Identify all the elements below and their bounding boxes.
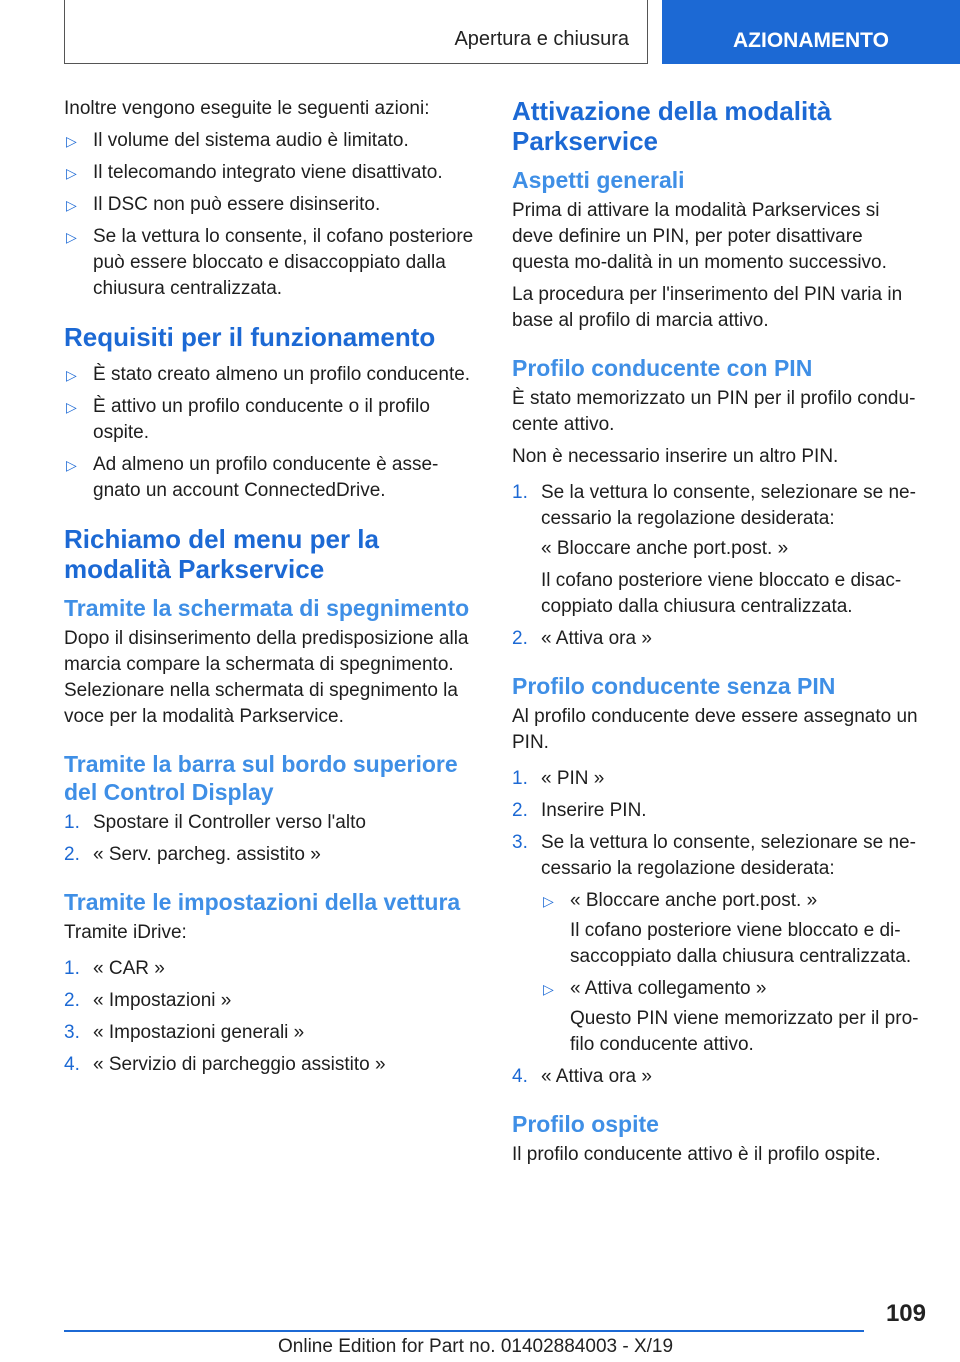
list-item: 2. « Impostazioni » [64, 990, 232, 1011]
nopin-sub-list [541, 888, 922, 1058]
nopin-heading: Profilo conducente senza PIN [512, 673, 836, 699]
header-chapter-tab: AZIONAMENTO [662, 0, 960, 64]
list-item: ▷ È stato creato almeno un profilo conducente. [64, 362, 479, 388]
list-item: ▷ Se la vettura lo consente, il cofano posteriore può essere bloccato e disaccoppiato dalla chiusura centralizzata. [64, 224, 479, 302]
activation-heading: Attivazione della modalità Parkservice [512, 96, 832, 156]
settings-intro: Tramite iDrive: [64, 922, 187, 943]
list-item: ▷ Il telecomando integrato viene disattivato. [64, 160, 479, 186]
list-item: ▷ Il volume del sistema audio è limitato. [64, 128, 479, 154]
list-item: 1. Spostare il Controller verso l'alto [64, 812, 366, 833]
guest-heading: Profilo ospite [512, 1111, 659, 1137]
settings-steps [64, 956, 479, 1078]
list-item: 2. « Serv. parcheg. assistito » [64, 844, 321, 865]
list-item: 3. « Impostazioni generali » [64, 1022, 305, 1043]
sub-option: « Bloccare anche port.post. » [541, 538, 789, 559]
pin-heading: Profilo conducente con PIN [512, 355, 813, 381]
sub-description: Questo PIN viene memorizzato per il pro‐filo conducente attivo. [570, 1008, 919, 1055]
list-item: 2. Inserire PIN. [512, 800, 647, 821]
list-item: ▷ Il DSC non può essere disinserito. [64, 192, 479, 218]
right-column [512, 96, 922, 1174]
list-item: ▷ « Bloccare anche port.post. » Il cofano posteriore viene bloccato e di‐saccoppiato dalla chiusura centralizzata. [541, 888, 922, 970]
left-column [64, 96, 479, 1084]
list-item: 1. « CAR » [64, 958, 165, 979]
bar-steps [64, 810, 479, 868]
pin-text-2: Non è necessario inserire un altro PIN. [512, 446, 839, 467]
nopin-text-1: Al profilo conducente deve essere assegnato un PIN. [512, 706, 918, 753]
pin-text-1: È stato memorizzato un PIN per il profilo condu‐cente attivo. [512, 388, 916, 435]
list-item: 4. « Servizio di parcheggio assistito » [64, 1054, 386, 1075]
list-item: 1. « PIN » [512, 768, 605, 789]
page-number: 109 [885, 1300, 926, 1327]
intro-text: Inoltre vengono eseguite le seguenti azioni: [64, 98, 430, 119]
header-section-title: Apertura e chiusura [454, 28, 629, 50]
nopin-steps [512, 766, 922, 1090]
general-text-1: Prima di attivare la modalità Parkservices si deve definire un PIN, per poter disattivare questa mo‐dalità in un momento successivo. [512, 200, 887, 273]
guest-text: Il profilo conducente attivo è il profilo ospite. [512, 1144, 881, 1165]
shutdown-heading: Tramite la schermata di spegnimento [64, 595, 470, 621]
sub-description: Il cofano posteriore viene bloccato e di‐saccoppiato dalla chiusura centralizzata. [570, 920, 912, 967]
settings-heading: Tramite le impostazioni della vettura [64, 889, 461, 915]
header-section-box [64, 0, 648, 64]
list-item: 2. « Attiva ora » [512, 628, 652, 649]
list-item: ▷ È attivo un profilo conducente o il profilo ospite. [64, 394, 479, 446]
list-item: 3. Se la vettura lo consente, selezionare se ne‐cessario la regolazione desiderata: ▷ « Bloccare anche port.post. » Il cofano posteriore viene bloccato e di‐saccoppiato dalla chiusura centralizzata. ▷ « Attiva collegamento » Questo PIN viene memorizzato per il pro‐filo conducente attivo. [512, 830, 922, 1058]
intro-list [64, 128, 479, 302]
requirements-heading: Requisiti per il funzionamento [64, 322, 436, 352]
footer-edition: Online Edition for Part no. 01402884003 - X/19 [278, 1336, 674, 1357]
general-heading: Aspetti generali [512, 167, 685, 193]
list-item: ▷ Ad almeno un profilo conducente è asse‐gnato un account ConnectedDrive. [64, 452, 479, 504]
list-item: ▷ « Attiva collegamento » Questo PIN viene memorizzato per il pro‐filo conducente attivo. [541, 976, 922, 1058]
footer-divider [64, 1330, 864, 1332]
bar-heading: Tramite la barra sul bordo superiore del Control Display [64, 751, 458, 805]
pin-steps [512, 480, 922, 652]
general-text-2: La procedura per l'inserimento del PIN varia in base al profilo di marcia attivo. [512, 284, 903, 331]
menu-heading: Richiamo del menu per la modalità Parkservice [64, 524, 379, 584]
shutdown-text: Dopo il disinserimento della predisposizione alla marcia compare la schermata di spegnimento. Selezionare nella schermata di spegnimento la voce per la modalità Parkservice. [64, 628, 469, 727]
requirements-list [64, 362, 479, 504]
sub-description: Il cofano posteriore viene bloccato e disac‐coppiato dalla chiusura centralizzata. [541, 570, 902, 617]
list-item: 4. « Attiva ora » [512, 1066, 652, 1087]
list-item: 1. Se la vettura lo consente, selezionare se ne‐cessario la regolazione desiderata: « Bloccare anche port.post. » Il cofano posteriore viene bloccato e disac‐coppiato dalla chiusura centralizzata. [512, 480, 922, 620]
